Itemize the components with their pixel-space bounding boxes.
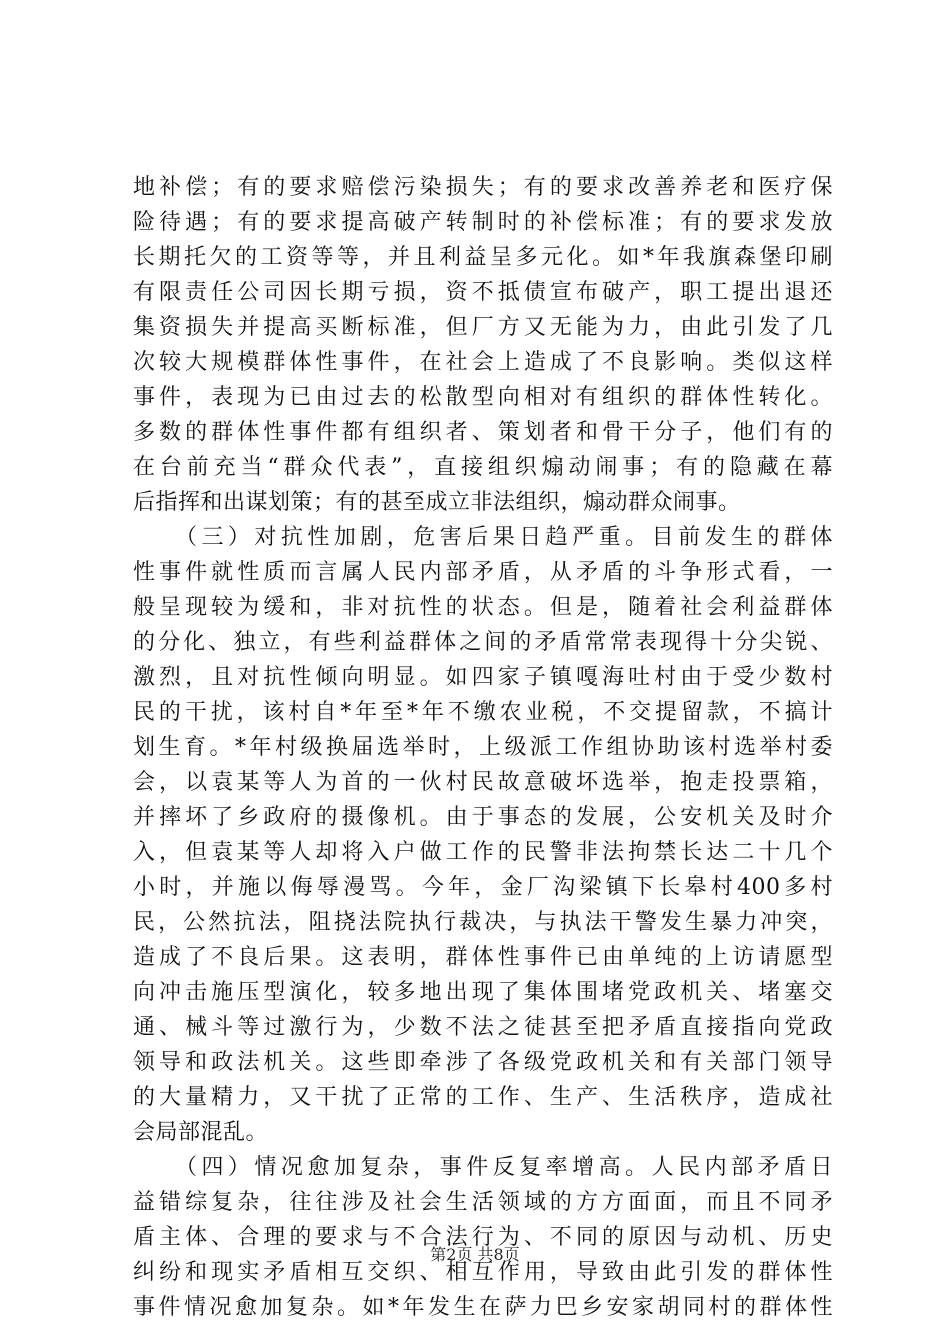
text-line: 集资损失并提高买断标准，但厂方又无能为力，由此引发了几	[133, 315, 833, 340]
text-line: 多数的群体性事件都有组织者、策划者和骨干分子，他们有的	[133, 420, 833, 445]
text-line: 小时，并施以侮辱漫骂。今年，金厂沟梁镇下长皋村400多村	[133, 875, 833, 900]
text-line: 在台前充当“群众代表”，直接组织煽动闹事；有的隐藏在幕	[133, 455, 833, 480]
text-line: 后指挥和出谋划策；有的甚至成立非法组织，煽动群众闹事。	[133, 490, 741, 515]
text-line: 激烈，且对抗性倾向明显。如四家子镇嘎海吐村由于受少数村	[133, 665, 833, 690]
text-line: 有限责任公司因长期亏损，资不抵债宣布破产，职工提出退还	[133, 280, 833, 305]
body-text	[133, 170, 833, 1325]
text-line: （四）情况愈加复杂，事件反复率增高。人民内部矛盾日	[133, 1155, 833, 1180]
page-footer: 第2页 共8页	[430, 1245, 520, 1264]
text-line: 性事件就性质而言属人民内部矛盾，从矛盾的斗争形式看，一	[133, 560, 833, 585]
text-line: 的大量精力，又干扰了正常的工作、生产、生活秩序，造成社	[133, 1085, 833, 1110]
text-line: 通、械斗等过激行为，少数不法之徒甚至把矛盾直接指向党政	[133, 1015, 833, 1040]
text-line: 向冲击施压型演化，较多地出现了集体围堵党政机关、堵塞交	[133, 980, 833, 1005]
text-line: 造成了不良后果。这表明，群体性事件已由单纯的上访请愿型	[133, 945, 833, 970]
text-line: （三）对抗性加剧，危害后果日趋严重。目前发生的群体	[133, 525, 833, 550]
text-line: 事件，表现为已由过去的松散型向相对有组织的群体性转化。	[133, 385, 833, 410]
text-line: 民，公然抗法，阻挠法院执行裁决，与执法干警发生暴力冲突，	[133, 910, 833, 935]
text-line: 益错综复杂，往往涉及社会生活领域的方方面面，而且不同矛	[133, 1190, 833, 1215]
text-line: 般呈现较为缓和，非对抗性的状态。但是，随着社会利益群体	[133, 595, 833, 620]
text-line: 长期托欠的工资等等，并且利益呈多元化。如*年我旗森堡印刷	[133, 245, 833, 270]
text-line: 纠纷和现实矛盾相互交织、相互作用，导致由此引发的群体性	[133, 1260, 833, 1285]
text-line: 并摔坏了乡政府的摄像机。由于事态的发展，公安机关及时介	[133, 805, 833, 830]
text-line: 入，但袁某等人却将入户做工作的民警非法拘禁长达二十几个	[133, 840, 833, 865]
text-line: 会，以袁某等人为首的一伙村民故意破坏选举，抱走投票箱，	[133, 770, 833, 795]
text-line: 盾主体、合理的要求与不合法行为、不同的原因与动机、历史	[133, 1225, 833, 1250]
text-line: 事件情况愈加复杂。如*年发生在萨力巴乡安家胡同村的群体性	[133, 1295, 833, 1320]
text-line: 次较大规模群体性事件，在社会上造成了不良影响。类似这样	[133, 350, 833, 375]
text-line: 会局部混乱。	[133, 1120, 269, 1145]
text-line: 险待遇；有的要求提高破产转制时的补偿标准；有的要求发放	[133, 210, 833, 235]
text-line: 领导和政法机关。这些即牵涉了各级党政机关和有关部门领导	[133, 1050, 833, 1075]
text-line: 地补偿；有的要求赔偿污染损失；有的要求改善养老和医疗保	[133, 175, 833, 200]
text-line: 划生育。*年村级换届选举时，上级派工作组协助该村选举村委	[133, 735, 833, 760]
text-line: 的分化、独立，有些利益群体之间的矛盾常常表现得十分尖锐、	[133, 630, 833, 655]
text-line: 民的干扰，该村自*年至*年不缴农业税，不交提留款，不搞计	[133, 700, 833, 725]
